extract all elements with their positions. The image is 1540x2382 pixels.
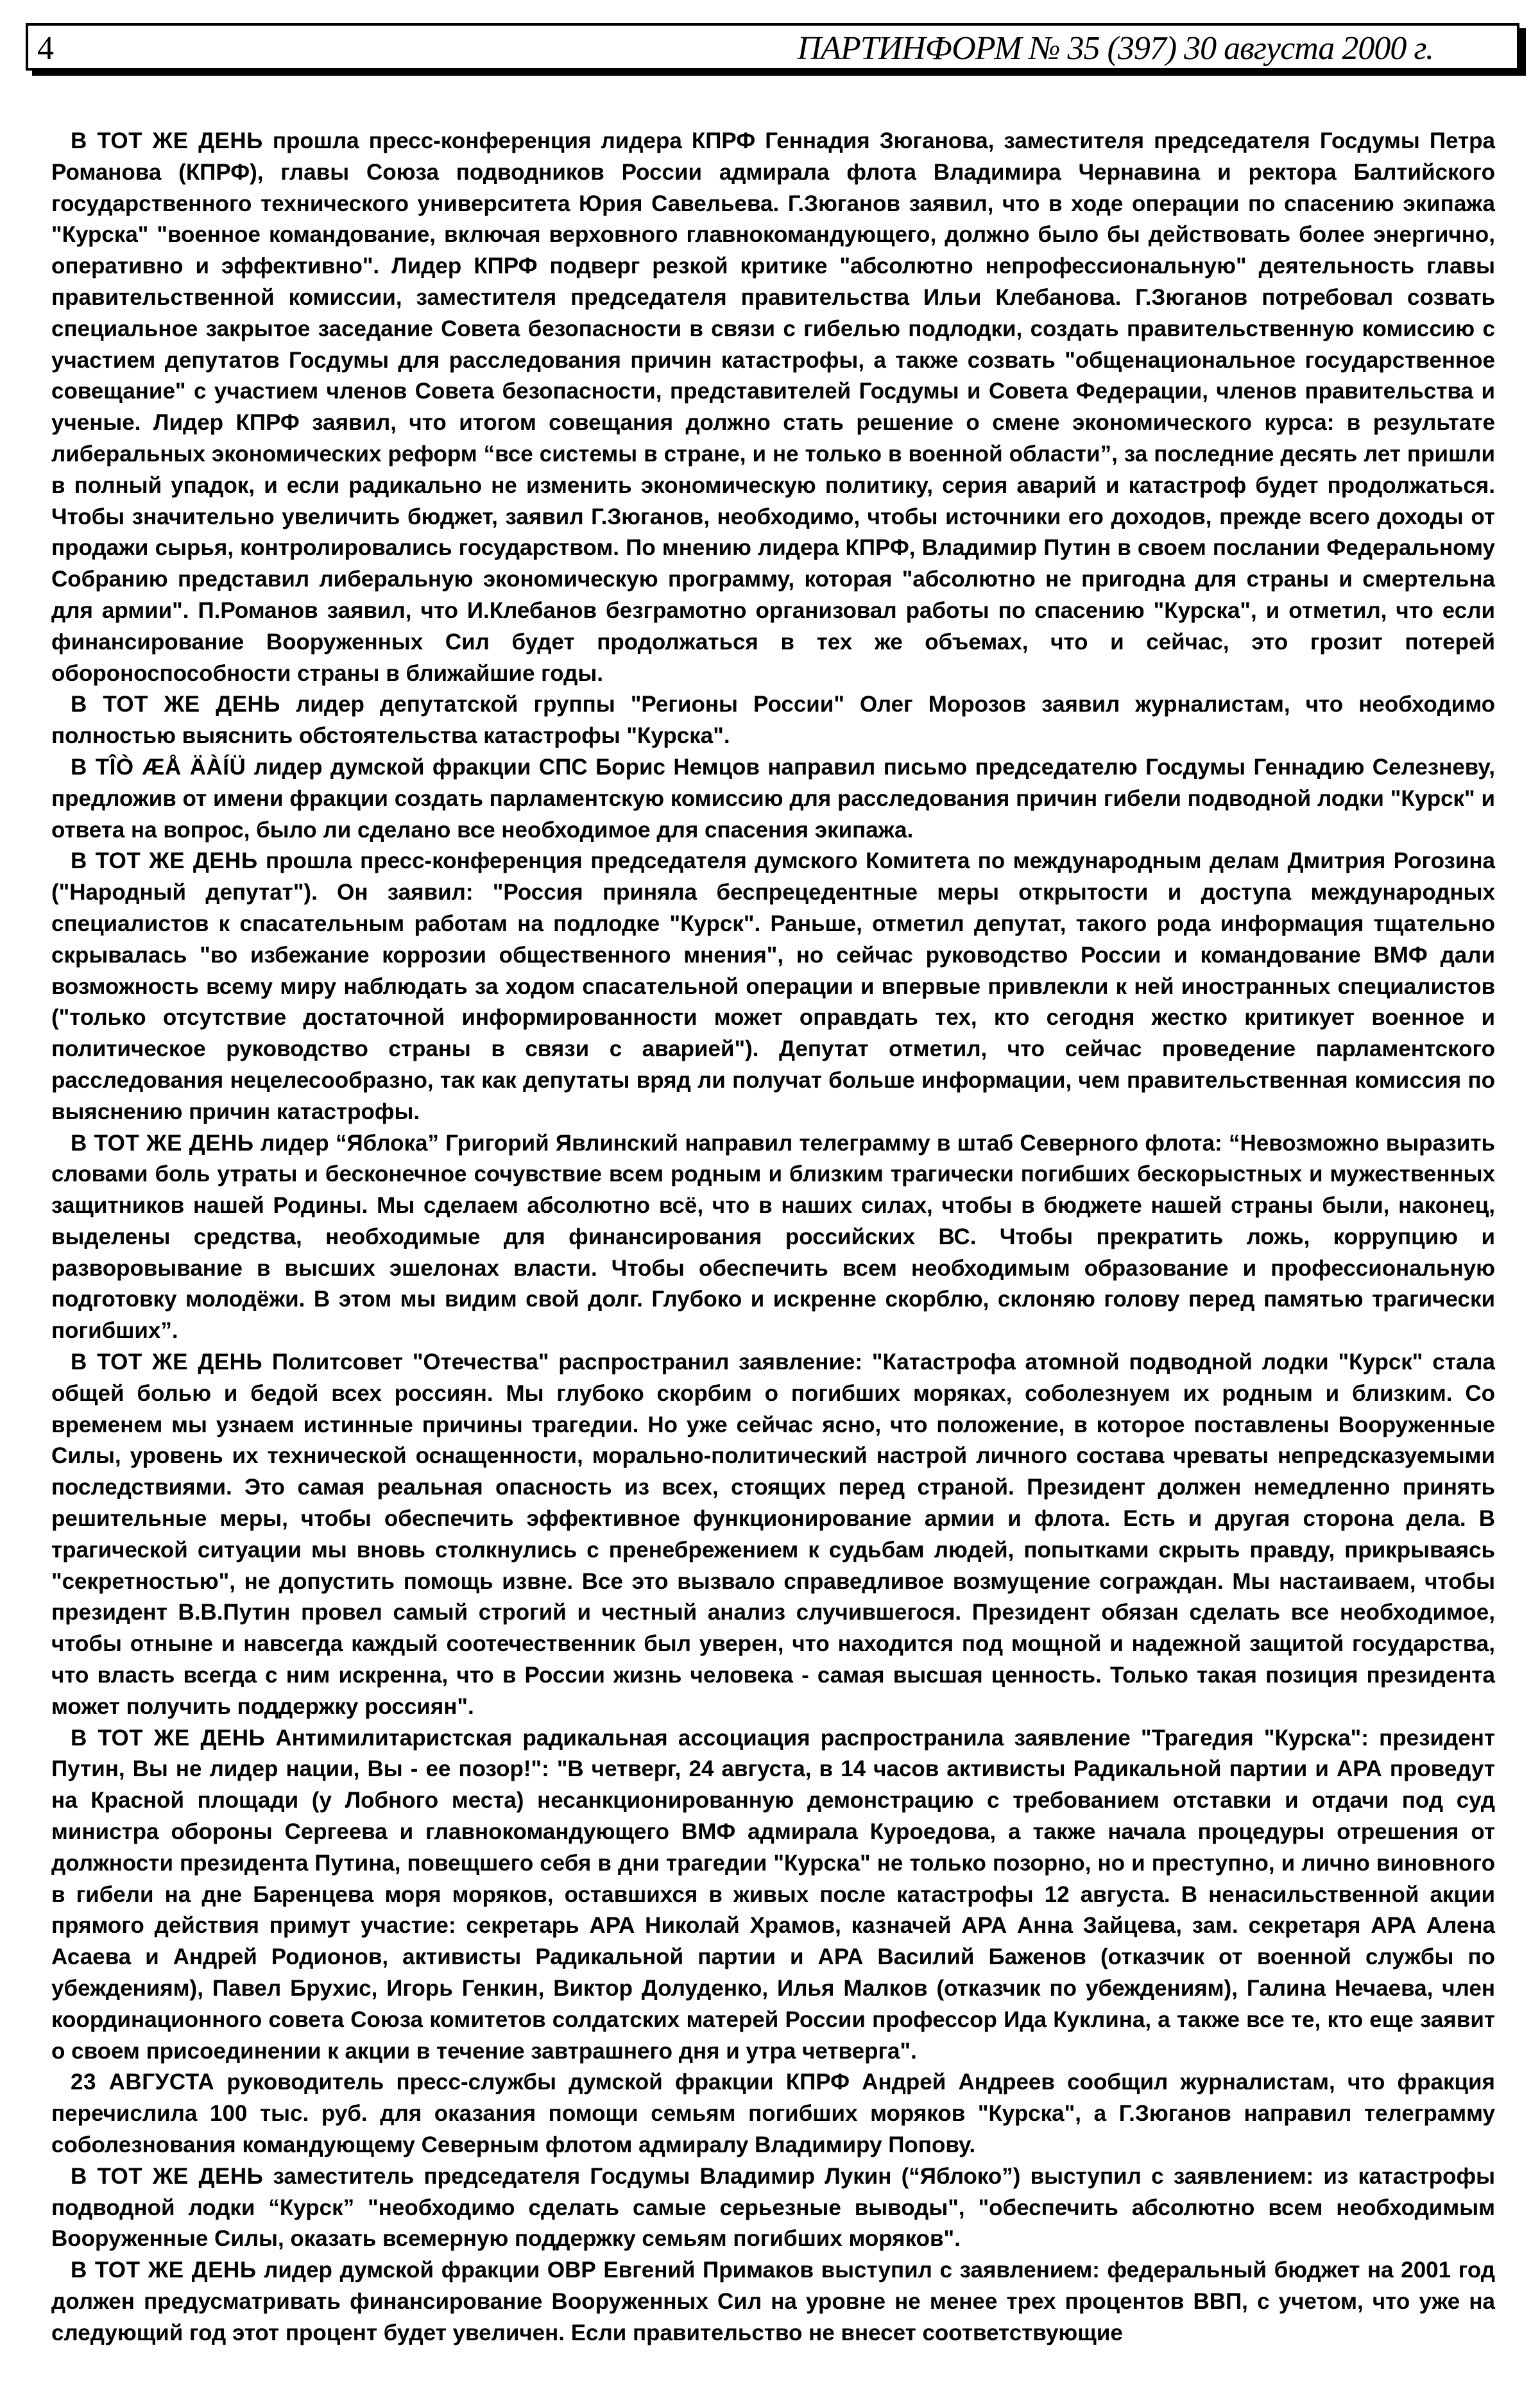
paragraph [51, 846, 1495, 1127]
publication-title: ПАРТИНФОРМ № 35 (397) 30 августа 2000 г. [797, 30, 1433, 67]
paragraph-lead: В ТОТ ЖЕ ДЕНЬ [71, 1130, 254, 1156]
paragraph-lead: В ТОТ ЖЕ ДЕНЬ [71, 2258, 257, 2283]
paragraph-text: лидер “Яблока” Григорий Явлинский направил телеграмму в штаб Северного флота: “Невозможно выразить словами боль утраты и бесконечное сочувствие всем родным и близким трагически погибших бескорыстных и мужественных защитников нашей Родины. Мы сделаем абсолютно всё, что в наших силах, чтобы в бюджете нашей страны были, наконец, выделены средства, необходимые для финансирования российских ВС. Чтобы прекратить ложь, коррупцию и разворовывание в высших эшелонах власти. Чтобы обеспечить всем необходимым образование и профессиональную подготовку молодёжи. В этом мы видим свой долг. Глубоко и искренне скорблю, склоняю голову перед памятью трагически погибших”. [51, 1130, 1495, 1344]
paragraph-lead: В ТОТ ЖЕ ДЕНЬ [71, 1350, 263, 1375]
paragraph [51, 1347, 1495, 1723]
paragraph-lead: 23 АВГУСТА [71, 2069, 215, 2095]
paragraph-text: заместитель председателя Госдумы Владимир Лукин (“Яблоко”) выступил с заявлением: из катастрофы подводной лодки “Курск” "необходимо сделать самые серьезные выводы", "обеспечить абсолютно всем необходимым Вооруженные Силы, оказать всемерную поддержку семьям погибших моряков". [51, 2163, 1495, 2252]
paragraph [51, 2255, 1495, 2349]
paragraph-text: Антимилитаристская радикальная ассоциация распространила заявление "Трагедия "Курска": президент Путин, Вы не лидер нации, Вы - ее позор!": "В четверг, 24 августа, в 14 часов активисты Радикальной партии и АРА проведут на Красной площади (у Лобного места) несанкционированную демонстрацию с требованием отставки и отдачи под суд министра обороны Сергеева и главнокомандующего ВМФ адмирала Куроедова, а также начала процедуры отрешения от должности президента Путина, повещшего себя в дни трагедии "Курска" не только позорно, но и преступно, и лично виновного в гибели на дне Баренцева моря моряков, оставшихся в живых после катастрофы 12 августа. В ненасильственной акции прямого действия примут участие: секретарь АРА Николай Храмов, казначей АРА Анна Зайцева, зам. секретаря АРА Алена Асаева и Андрей Родионов, активисты Радикальной партии и АРА Василий Баженов (отказчик от военной службы по убеждениям), Павел Брухис, Игорь Генкин, Виктор Долуденко, Илья Малков (отказчик по убеждениям), Галина Нечаева, член координационного совета Союза комитетов солдатских матерей России профессор Ида Куклина, а также все те, кто еще заявит о своем присоединении к акции в течение завтрашнего дня и утра четверга". [51, 1725, 1495, 2064]
paragraph [51, 1723, 1495, 2068]
paragraph [51, 2161, 1495, 2255]
paragraph-lead: В ТОТ ЖЕ ДЕНЬ [71, 692, 280, 717]
paragraph-lead: В ТОТ ЖЕ ДЕНЬ [71, 2163, 264, 2189]
paragraph [51, 752, 1495, 846]
paragraph-lead: В TÎÒ ÆÅ ÄÀÍÜ [71, 754, 246, 780]
paragraph-text: лидер думской фракции ОВР Евгений Примаков выступил с заявлением: федеральный бюджет на 2001 год должен предусматривать финансирование Вооруженных Сил на уровне не менее трех процентов ВВП, с учетом, что уже на следующий год этот процент будет увеличен. Если правительство не внесет соответствующие [51, 2258, 1495, 2345]
page-number: 4 [37, 30, 54, 67]
paragraph-lead: В ТОТ ЖЕ ДЕНЬ [71, 128, 263, 153]
paragraph [51, 689, 1495, 752]
paragraph [51, 1128, 1495, 1348]
page-header [26, 23, 1519, 71]
paragraph-text: лидер думской фракции СПС Борис Немцов направил письмо председателю Госдумы Геннадию Селезневу, предложив от имени фракции создать парламентскую комиссию для расследования причин гибели подводной лодки "Курск" и ответа на вопрос, было ли сделано все необходимое для спасения экипажа. [51, 754, 1495, 843]
paragraph-lead: В ТОТ ЖЕ ДЕНЬ [71, 1725, 266, 1751]
paragraph-lead: В ТОТ ЖЕ ДЕНЬ [71, 848, 258, 874]
paragraph-text: прошла пресс-конференция лидера КПРФ Геннадия Зюганова, заместителя председателя Госдумы Петра Романова (КПРФ), главы Союза подводников России адмирала флота Владимира Чернавина и ректора Балтийского государственного технического университета Юрия Савельева. Г.Зюганов заявил, что в ходе операции по спасению экипажа "Курска" "военное командование, включая верховного главнокомандующего, должно было бы действовать более энергично, оперативно и эффективно". Лидер КПРФ подверг резкой критике "абсолютно непрофессиональную" деятельность главы правительственной комиссии, заместителя председателя правительства Ильи Клебанова. Г.Зюганов потребовал созвать специальное закрытое заседание Совета безопасности в связи с гибелью подлодки, создать правительственную комиссию с участием депутатов Госдумы для расследования причин катастрофы, а также созвать "общенациональное государственное совещание" с участием членов Совета безопасности, представителей Госдумы и Совета Федерации, членов правительства и ученые. Лидер КПРФ заявил, что итогом совещания должно стать решение о смене экономического курса: в результате либеральных экономических реформ “все системы в стране, и не только в военной области”, за последние десять лет пришли в полный упадок, и если радикально не изменить экономическую политику, серия аварий и катастроф будет продолжаться. Чтобы значительно увеличить бюджет, заявил Г.Зюганов, необходимо, чтобы источники его доходов, прежде всего доходы от продажи сырья, контролировались государством. По мнению лидера КПРФ, Владимир Путин в своем послании Федеральному Собранию представил либеральную экономическую программу, которая "абсолютно не пригодна для страны и смертельна для армии". П.Романов заявил, что И.Клебанов безграмотно организовал работы по спасению "Курска", и отметил, что если финансирование Вооруженных Сил будет продолжаться в тех же объемах, что и сейчас, это грозит потерей обороноспособности страны в ближайшие годы. [51, 128, 1495, 686]
article-body [51, 126, 1495, 2349]
paragraph-text: Политсовет "Отечества" распространил заявление: "Катастрофа атомной подводной лодки "Курск" стала общей болью и бедой всех россиян. Мы глубоко скорбим о погибших моряках, соболезнуем их родным и близким. Со временем мы узнаем истинные причины трагедии. Но уже сейчас ясно, что положение, в которое поставлены Вооруженные Силы, уровень их технической оснащенности, морально-политический настрой личного состава чреваты непредсказуемыми последствиями. Это самая реальная опасность из всех, стоящих перед страной. Президент должен немедленно принять решительные меры, чтобы обеспечить эффективное функционирование армии и флота. Есть и другая сторона дела. В трагической ситуации мы вновь столкнулись с пренебрежением к судьбам людей, попытками скрыть правду, прикрываясь "секретностью", не допустить помощь извне. Все это вызвало справедливое возмущение сограждан. Мы настаиваем, чтобы президент В.В.Путин провел самый строгий и честный анализ случившегося. Президент обязан сделать все необходимое, чтобы отныне и навсегда каждый соотечественник был уверен, что находится под мощной и надежной защитой государства, что власть всегда с ним искренна, что в России жизнь человека - самая высшая ценность. Только такая позиция президента может получить поддержку россиян". [51, 1350, 1495, 1719]
paragraph-text: лидер депутатской группы "Регионы России" Олег Морозов заявил журналистам, что необходимо полностью выяснить обстоятельства катастрофы "Курска". [51, 692, 1495, 749]
paragraph [51, 126, 1495, 689]
paragraph [51, 2067, 1495, 2161]
paragraph-text: руководитель пресс-службы думской фракции КПРФ Андрей Андреев сообщил журналистам, что фракция перечислила 100 тыс. руб. для оказания помощи семьям погибших моряков "Курска", а Г.Зюганов направил телеграмму соболезнования командующему Северным флотом адмиралу Владимиру Попову. [51, 2069, 1495, 2157]
paragraph-text: прошла пресс-конференция председателя думского Комитета по международным делам Дмитрия Рогозина ("Народный депутат"). Он заявил: "Россия приняла беспрецедентные меры открытости и доступа международных специалистов к спасательным работам на подлодке "Курск". Раньше, отметил депутат, такого рода информация тщательно скрывалась "во избежание коррозии общественного мнения", но сейчас руководство России и командование ВМФ дали возможность всему миру наблюдать за ходом спасательной операции и впервые привлекли к ней иностранных специалистов ("только отсутствие достаточной информированности может оправдать тех, кто сегодня жестко критикует военное и политическое руководство страны в связи с аварией"). Депутат отметил, что сейчас проведение парламентского расследования нецелесообразно, так как депутаты вряд ли получат больше информации, чем правительственная комиссия по выяснению причин катастрофы. [51, 848, 1496, 1124]
